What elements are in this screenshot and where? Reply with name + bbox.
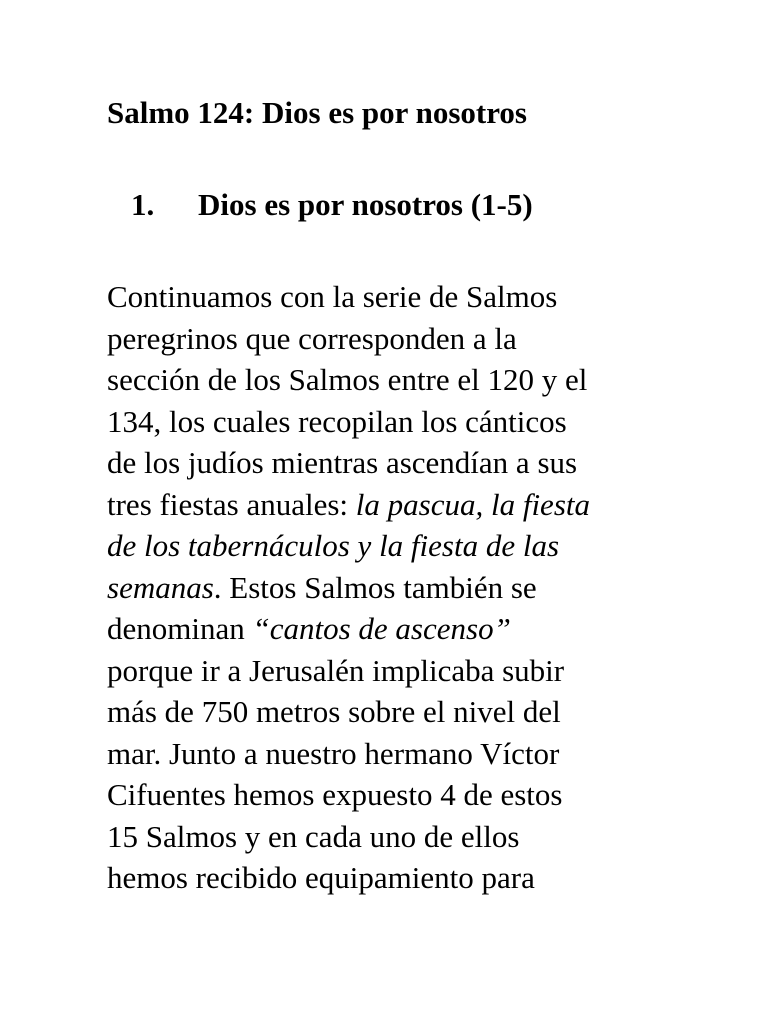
document-title: Salmo 124: Dios es por nosotros bbox=[107, 95, 527, 130]
paragraph-italic-text: semanas bbox=[107, 569, 214, 605]
section-heading-text: Dios es por nosotros (1-5) bbox=[198, 187, 533, 222]
body-paragraph bbox=[107, 276, 687, 899]
paragraph-line: Continuamos con la serie de Salmos bbox=[107, 279, 558, 314]
paragraph-text: denominan bbox=[107, 611, 253, 646]
paragraph-line: 15 Salmos y en cada uno de ellos bbox=[107, 818, 520, 854]
paragraph-line bbox=[107, 567, 687, 609]
paragraph-line: más de 750 metros sobre el nivel del bbox=[107, 694, 561, 729]
paragraph-text: . Estos Salmos también se bbox=[213, 569, 537, 605]
paragraph-line: hemos recibido equipamiento para bbox=[107, 860, 535, 895]
paragraph-line: porque ir a Jerusalén implicaba subir bbox=[107, 652, 565, 688]
paragraph-text: tres fiestas anuales: bbox=[107, 486, 356, 522]
paragraph-line bbox=[107, 608, 687, 650]
section-heading bbox=[131, 184, 533, 226]
paragraph-line: sección de los Salmos entre el 120 y el bbox=[107, 362, 588, 397]
paragraph-line: de los judíos mientras ascendían a sus bbox=[107, 445, 578, 480]
paragraph-line bbox=[107, 525, 687, 567]
paragraph-italic-text: “cantos de ascenso” bbox=[252, 611, 511, 646]
paragraph-line: mar. Junto a nuestro hermano Víctor bbox=[107, 735, 560, 771]
paragraph-line: peregrinos que corresponden a la bbox=[107, 320, 517, 356]
paragraph-line: Cifuentes hemos expuesto 4 de estos bbox=[107, 777, 563, 812]
paragraph-italic-text: de los tabernáculos y la fiesta de las bbox=[107, 528, 560, 563]
section-number: 1. bbox=[131, 187, 155, 222]
paragraph-line: 134, los cuales recopilan los cánticos bbox=[107, 403, 567, 439]
paragraph-line bbox=[107, 484, 687, 526]
paragraph-italic-text: la pascua, la fiesta bbox=[355, 486, 590, 522]
